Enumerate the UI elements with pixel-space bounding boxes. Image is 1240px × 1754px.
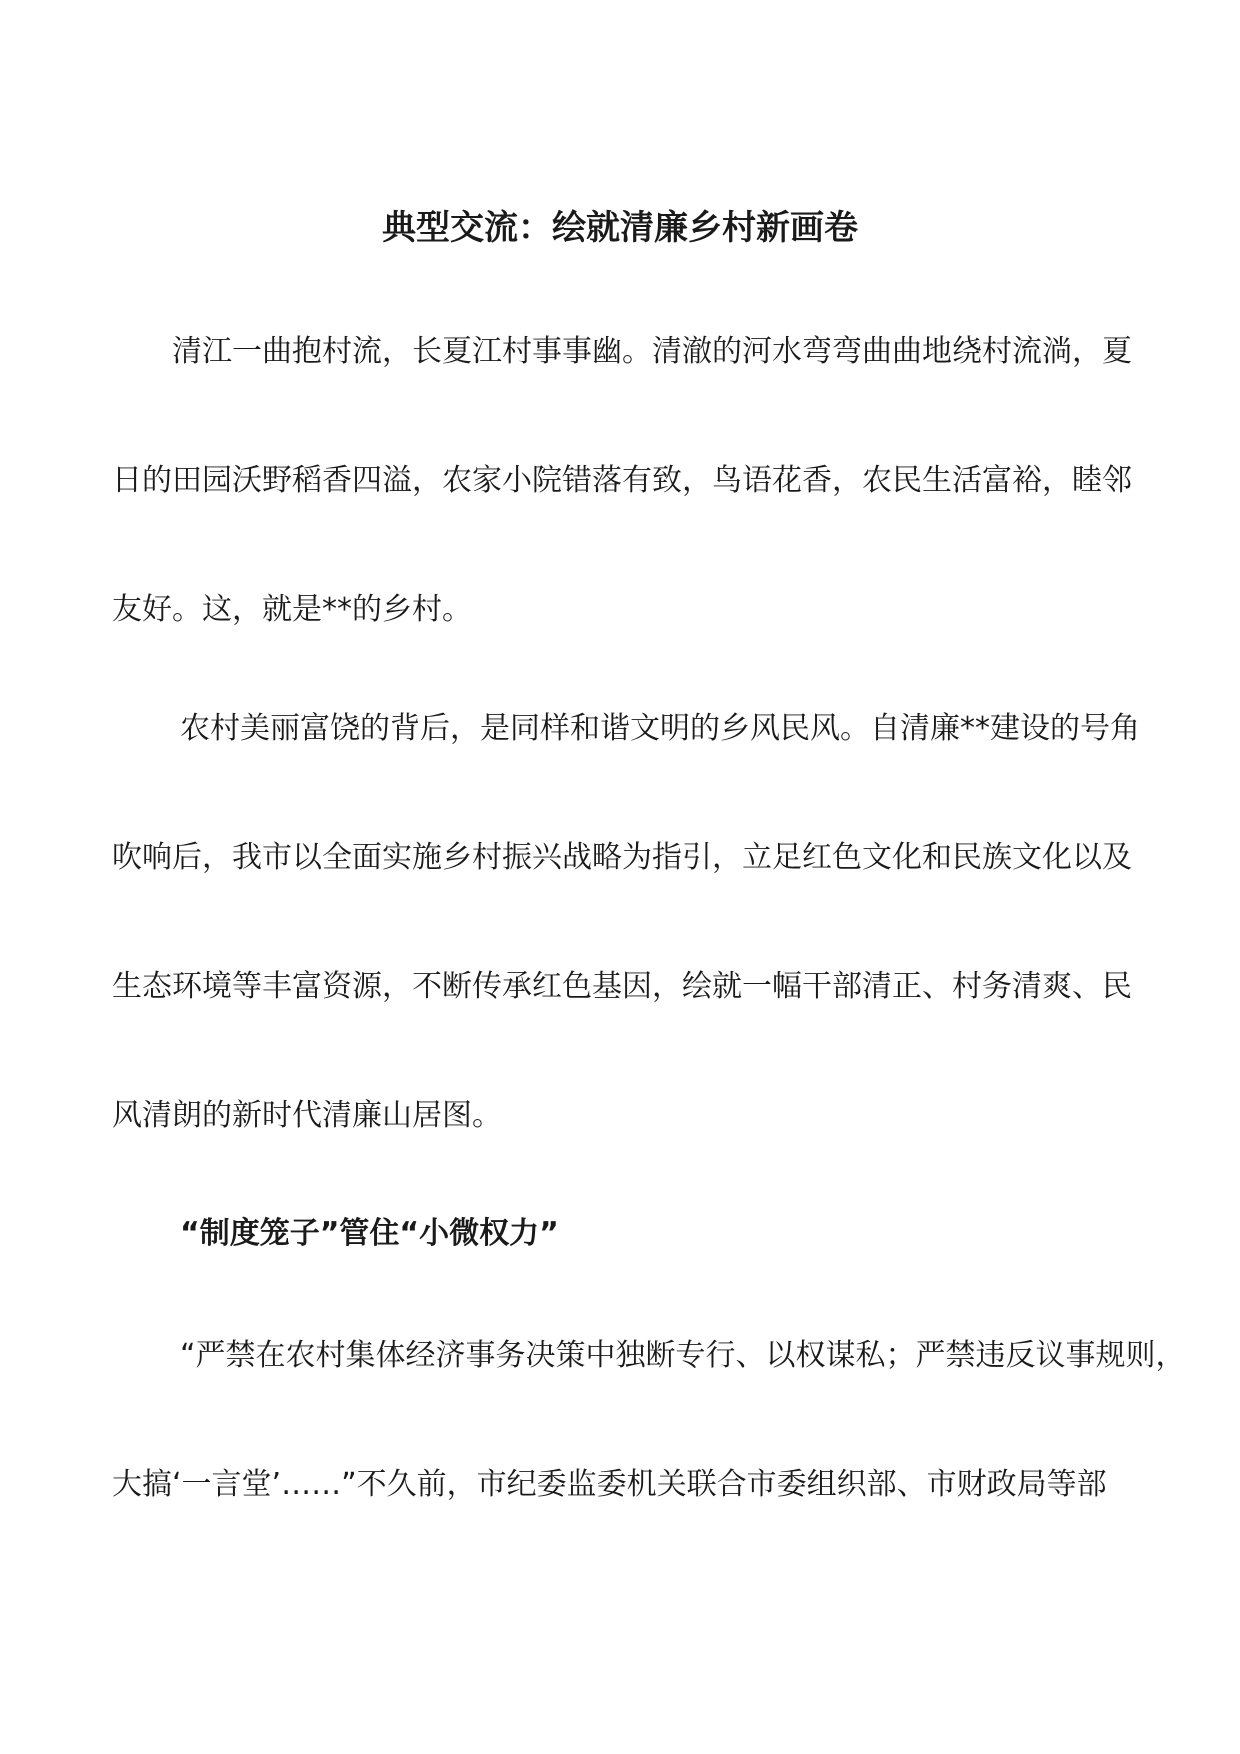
paragraph-line: 友好。这，就是**的乡村。 — [112, 592, 472, 627]
paragraph-line: 大搞‘一言堂’……”不久前，市纪委监委机关联合市委组织部、市财政局等部 — [112, 1467, 1107, 1502]
paragraph-line: 风清朗的新时代清廉山居图。 — [112, 1098, 502, 1133]
document-title: 典型交流：绘就清廉乡村新画卷 — [382, 208, 858, 248]
paragraph-line: 吹响后，我市以全面实施乡村振兴战略为指引，立足红色文化和民族文化以及 — [112, 840, 1132, 875]
paragraph-line: 农村美丽富饶的背后，是同样和谐文明的乡风民风。自清廉**建设的号角 — [180, 711, 1140, 746]
section-heading: “制度笼子”管住“小微权力” — [180, 1216, 559, 1251]
paragraph-line: “严禁在农村集体经济事务决策中独断专行、以权谋私；严禁违反议事规则， — [180, 1338, 1186, 1373]
paragraph-line: 清江一曲抱村流，长夏江村事事幽。清澈的河水弯弯曲曲地绕村流淌，夏 — [172, 334, 1132, 369]
paragraph-line: 日的田园沃野稻香四溢，农家小院错落有致，鸟语花香，农民生活富裕，睦邻 — [112, 463, 1132, 498]
paragraph-line: 生态环境等丰富资源，不断传承红色基因，绘就一幅干部清正、村务清爽、民 — [112, 969, 1132, 1004]
